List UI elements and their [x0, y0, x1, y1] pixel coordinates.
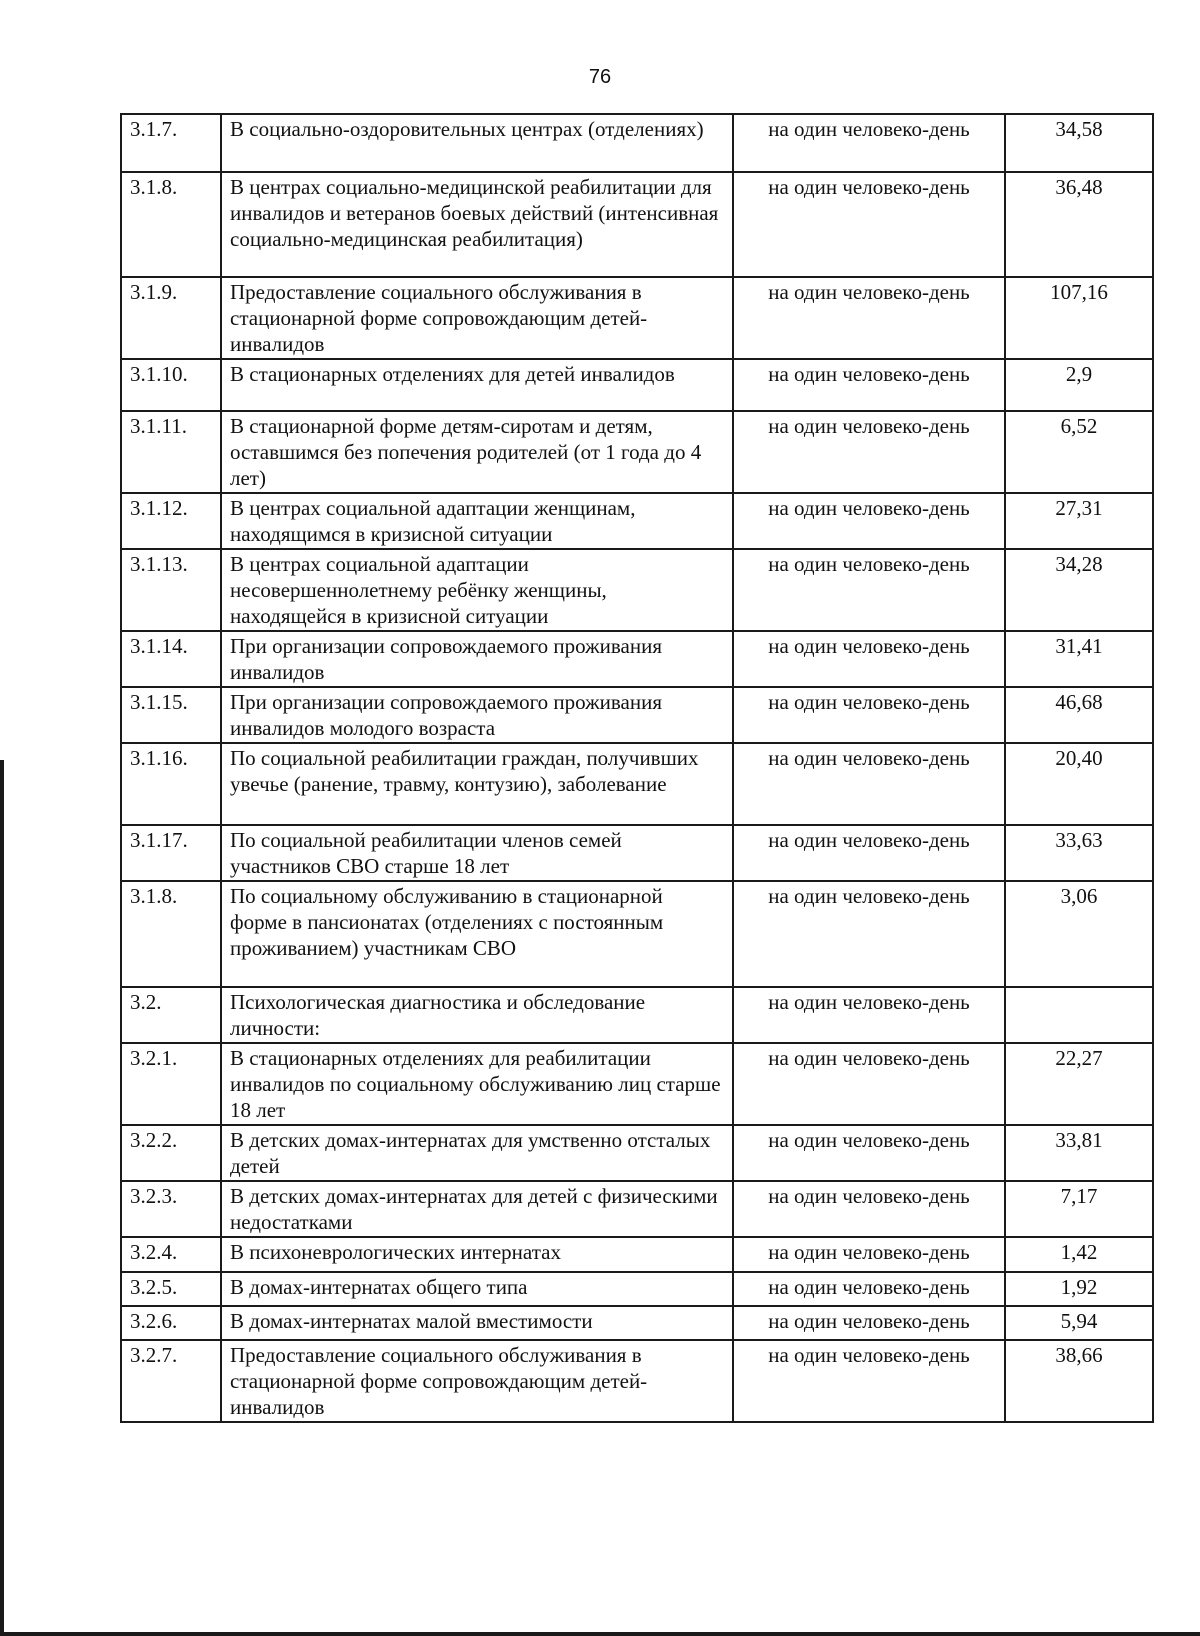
table-row [121, 687, 1153, 743]
row-service-name: По социальной реабилитации членов семей участников СВО старше 18 лет [221, 825, 733, 881]
row-unit: на один человеко-день [733, 881, 1005, 987]
table-row [121, 277, 1153, 359]
row-service-name: В детских домах-интернатах для детей с физическими недостатками [221, 1181, 733, 1237]
table-row [121, 1272, 1153, 1306]
table-row [121, 881, 1153, 987]
row-service-name: В детских домах-интернатах для умственно отсталых детей [221, 1125, 733, 1181]
row-number: 3.2.3. [121, 1181, 221, 1237]
row-tariff-value: 46,68 [1005, 687, 1153, 743]
row-number: 3.2. [121, 987, 221, 1043]
row-service-name: По социальной реабилитации граждан, получивших увечье (ранение, травму, контузию), заболевание [221, 743, 733, 825]
row-service-name: При организации сопровождаемого проживания инвалидов [221, 631, 733, 687]
table-row [121, 1237, 1153, 1272]
row-service-name: При организации сопровождаемого проживания инвалидов молодого возраста [221, 687, 733, 743]
row-number: 3.1.13. [121, 549, 221, 631]
table-row [121, 987, 1153, 1043]
row-number: 3.2.1. [121, 1043, 221, 1125]
row-tariff-value: 107,16 [1005, 277, 1153, 359]
row-tariff-value [1005, 987, 1153, 1043]
row-service-name: Предоставление социального обслуживания в стационарной форме сопровождающим детей-инвалидов [221, 277, 733, 359]
row-number: 3.1.12. [121, 493, 221, 549]
row-unit: на один человеко-день [733, 277, 1005, 359]
row-unit: на один человеко-день [733, 411, 1005, 493]
row-unit: на один человеко-день [733, 172, 1005, 277]
table-row [121, 493, 1153, 549]
table-body [121, 114, 1153, 1422]
row-number: 3.2.2. [121, 1125, 221, 1181]
row-service-name: В социально-оздоровительных центрах (отделениях) [221, 114, 733, 172]
row-number: 3.2.7. [121, 1340, 221, 1422]
row-tariff-value: 36,48 [1005, 172, 1153, 277]
row-service-name: В домах-интернатах общего типа [221, 1272, 733, 1306]
row-unit: на один человеко-день [733, 743, 1005, 825]
row-unit: на один человеко-день [733, 1043, 1005, 1125]
row-number: 3.1.9. [121, 277, 221, 359]
table-row [121, 1306, 1153, 1340]
row-unit: на один человеко-день [733, 1125, 1005, 1181]
table-row [121, 411, 1153, 493]
row-service-name: В центрах социальной адаптации женщинам, находящимся в кризисной ситуации [221, 493, 733, 549]
row-number: 3.1.14. [121, 631, 221, 687]
row-number: 3.1.7. [121, 114, 221, 172]
row-service-name: Психологическая диагностика и обследование личности: [221, 987, 733, 1043]
row-tariff-value: 33,63 [1005, 825, 1153, 881]
row-tariff-value: 31,41 [1005, 631, 1153, 687]
row-tariff-value: 2,9 [1005, 359, 1153, 411]
page-number: 76 [588, 66, 612, 88]
row-tariff-value: 34,58 [1005, 114, 1153, 172]
scan-edge-bottom [0, 1632, 1200, 1636]
scan-edge-left [0, 760, 4, 1636]
table-row [121, 359, 1153, 411]
table-row [121, 549, 1153, 631]
row-unit: на один человеко-день [733, 631, 1005, 687]
row-unit: на один человеко-день [733, 1340, 1005, 1422]
row-unit: на один человеко-день [733, 1272, 1005, 1306]
row-tariff-value: 22,27 [1005, 1043, 1153, 1125]
row-tariff-value: 38,66 [1005, 1340, 1153, 1422]
row-number: 3.1.11. [121, 411, 221, 493]
row-tariff-value: 6,52 [1005, 411, 1153, 493]
table-row [121, 114, 1153, 172]
row-service-name: В стационарных отделениях для детей инвалидов [221, 359, 733, 411]
row-unit: на один человеко-день [733, 987, 1005, 1043]
table-row [121, 172, 1153, 277]
row-service-name: В центрах социально-медицинской реабилитации для инвалидов и ветеранов боевых действий (интенсивная социально-медицинская реабилитация) [221, 172, 733, 277]
row-tariff-value: 7,17 [1005, 1181, 1153, 1237]
table-row [121, 631, 1153, 687]
row-number: 3.1.8. [121, 172, 221, 277]
row-unit: на один человеко-день [733, 1237, 1005, 1272]
row-unit: на один человеко-день [733, 825, 1005, 881]
row-number: 3.1.15. [121, 687, 221, 743]
table-row [121, 1043, 1153, 1125]
row-tariff-value: 1,92 [1005, 1272, 1153, 1306]
row-number: 3.2.6. [121, 1306, 221, 1340]
row-number: 3.1.16. [121, 743, 221, 825]
tariff-table [120, 113, 1154, 1423]
row-service-name: Предоставление социального обслуживания в стационарной форме сопровождающим детей-инвалидов [221, 1340, 733, 1422]
row-tariff-value: 20,40 [1005, 743, 1153, 825]
row-number: 3.1.10. [121, 359, 221, 411]
row-unit: на один человеко-день [733, 359, 1005, 411]
row-unit: на один человеко-день [733, 1181, 1005, 1237]
row-service-name: В домах-интернатах малой вместимости [221, 1306, 733, 1340]
row-tariff-value: 5,94 [1005, 1306, 1153, 1340]
row-service-name: По социальному обслуживанию в стационарной форме в пансионатах (отделениях с постоянным проживанием) участникам СВО [221, 881, 733, 987]
table-row [121, 1340, 1153, 1422]
row-service-name: В стационарных отделениях для реабилитации инвалидов по социальному обслуживанию лиц старше 18 лет [221, 1043, 733, 1125]
row-unit: на один человеко-день [733, 114, 1005, 172]
table-row [121, 825, 1153, 881]
row-tariff-value: 1,42 [1005, 1237, 1153, 1272]
row-service-name: В стационарной форме детям-сиротам и детям, оставшимся без попечения родителей (от 1 года до 4 лет) [221, 411, 733, 493]
row-number: 3.1.8. [121, 881, 221, 987]
row-unit: на один человеко-день [733, 493, 1005, 549]
row-service-name: В психоневрологических интернатах [221, 1237, 733, 1272]
row-number: 3.2.5. [121, 1272, 221, 1306]
row-tariff-value: 3,06 [1005, 881, 1153, 987]
row-unit: на один человеко-день [733, 687, 1005, 743]
row-number: 3.2.4. [121, 1237, 221, 1272]
row-service-name: В центрах социальной адаптации несовершеннолетнему ребёнку женщины, находящейся в кризисной ситуации [221, 549, 733, 631]
row-tariff-value: 34,28 [1005, 549, 1153, 631]
row-tariff-value: 33,81 [1005, 1125, 1153, 1181]
row-number: 3.1.17. [121, 825, 221, 881]
table-row [121, 743, 1153, 825]
row-unit: на один человеко-день [733, 549, 1005, 631]
table-row [121, 1125, 1153, 1181]
row-unit: на один человеко-день [733, 1306, 1005, 1340]
table-row [121, 1181, 1153, 1237]
row-tariff-value: 27,31 [1005, 493, 1153, 549]
